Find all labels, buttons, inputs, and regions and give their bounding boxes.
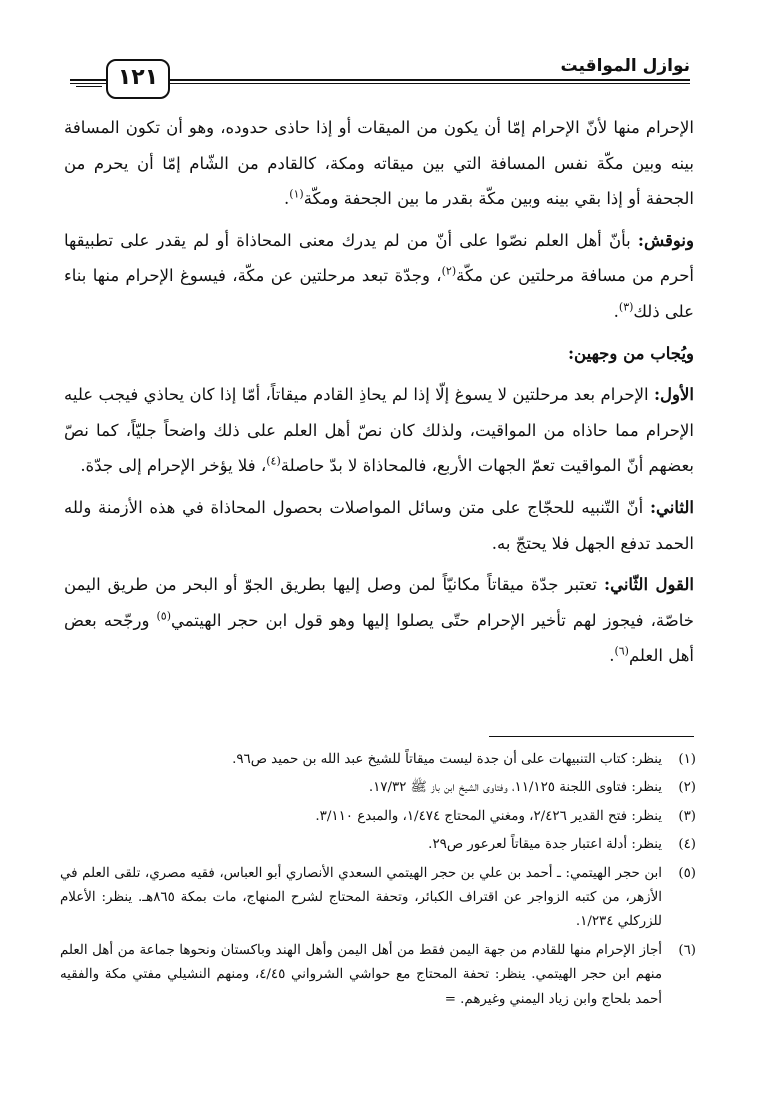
paragraph-1: الإحرام منها لأنّ الإحرام إمّا أن يكون من الميقات أو إذا حاذى حدوده، وهو أن تكون المسافة بينه وبين مكّة نفس المسافة التي بين ميقاته ومكة، كالقادم من الشّام إمّا أن يحرم من الجحفة أو إذا بقي بينه وبين مكّة بقدر ما بين الجحفة ومكّة$^{(١)}$. [64,118,694,209]
header-dash-ornament [76,79,102,87]
footnote-ref-5[interactable]: (٥) [156,609,172,623]
footnote-number: (٥) [678,865,696,881]
footnote-separator [489,736,694,737]
footnote-ref-6[interactable]: (٦) [614,644,629,658]
paragraph-second: الثاني: أنّ التّنبيه للحجّاج على متن وسائل المواصلات بحصول المحاذاة في هذه الأزمنة ولله الحمد تدفع الجهل فلا يحتجّ به. [64,497,694,553]
footnote-number: (٦) [678,942,696,958]
footnote-text: ابن حجر الهيتمي: ـ أحمد بن علي بن حجر الهيتمي السعدي الأنصاري أبو العباس، فقيه مصري، تلقى العلم في الأزهر، من كتبه الزواجر عن اقتراف الكبائر، وتحفة المحتاج لشرح المنهاج، مات بمكة ٨٦٥هـ. ينظر: الأعلام للزركلي ١/٢٣٤. [60,865,662,930]
answer-heading: ويُجاب من وجهين: [567,343,694,363]
footnote-text: ينظر: أدلة اعتبار جدة ميقاتاً لعرعور ص٢٩. [428,837,662,853]
second-lead: الثاني: [649,497,694,517]
footnote-item [60,862,696,935]
paragraph-first: الأول: الإحرام بعد مرحلتين لا يسوغ إلّا إذا لم يحاذِ القادم ميقاتاً، أمّا إذا كان يحاذي فيجب عليه الإحرام مما حاذاه من المواقيت، ولذلك كان نصّ أهل العلم على ذلك واضحاً جليّاً، كما نصّ بعضهم أنّ المواقيت تعمّ الجهات الأربع، فالمحاذاة لا بدّ حاصلة$^{(٤)}$، فلا يؤخر الإحرام إلى جدّة. [64,385,694,476]
footnote-text: ينظر: فتاوى اللجنة ١١/١٢٥، وفتاوى الشيخ ابن باز ﷺ ١٧/٣٢. [368,780,662,796]
footnote-text: أجاز الإحرام منها للقادم من جهة اليمن فقط من أهل اليمن وأهل الهند وباكستان ونحوها جماعة من أهل العلم منهم ابن حجر الهيتمي. ينظر: تحفة المحتاج مع حواشي الشرواني ٤/٤٥، ومنهم النشيلي مفتي مكة والفقيه أحمد بلحاج وابن زياد اليمني وغيرهم. = [60,942,662,1007]
footnote-number: (٤) [678,837,696,853]
page-header [70,52,690,98]
footnote-number: (٢) [678,780,696,796]
discussion-lead: ونوقش: [637,230,694,250]
paragraph-discussion: ونوقش: بأنّ أهل العلم نصّوا على أنّ من لم يدرك معنى المحاذاة أو لم يقدر على تطبيقها أحرم من مسافة مرحلتين عن مكّة$^{(٢)}$، وجدّة تبعد مرحلتين عن مكّة، فيسوغ الإحرام منها بناء على ذلك$^{(٣)}$. [64,230,694,321]
footnote-item [60,748,696,772]
footnotes [60,748,696,1016]
footnote-ref-3[interactable]: (٣) [618,300,634,314]
page-number: ١٢١ [106,59,170,99]
first-lead: الأول: [653,385,694,405]
footnote-item [60,939,696,1012]
footnote-ref-4[interactable]: (٤) [266,454,281,468]
footnote-item [60,776,696,800]
main-text [64,110,694,680]
second-opinion-lead: القول الثّاني: [603,575,694,595]
footnote-text: ينظر: كتاب التنبيهات على أن جدة ليست ميقاتاً للشيخ عبد الله بن حميد ص٩٦. [232,752,662,767]
paragraph-second-opinion: القول الثّاني: تعتبر جدّة ميقاتاً مكانيّاً لمن وصل إليها بطريق الجوّ أو البحر من طريق اليمن خاصّة، فيجوز لهم تأخير الإحرام حتّى يصلوا إليها وهو قول ابن حجر الهيتمي$^{(٥)}$ ورجّحه بعض أهل العلم$^{(٦)}$. [64,575,694,666]
footnote-ref-2[interactable]: (٢) [441,264,457,278]
running-title: نوازل المواقيت [560,56,690,76]
footnote-number: (٣) [678,808,696,824]
footnote-item [60,833,696,857]
footnote-ref-1[interactable]: (١) [289,187,304,201]
footnote-item [60,805,696,829]
footnote-number: (١) [678,752,696,767]
footnote-text: ينظر: فتح القدير ٢/٤٢٦، ومغني المحتاج ١/٤٧٤، والمبدع ٣/١١٠. [315,808,662,824]
